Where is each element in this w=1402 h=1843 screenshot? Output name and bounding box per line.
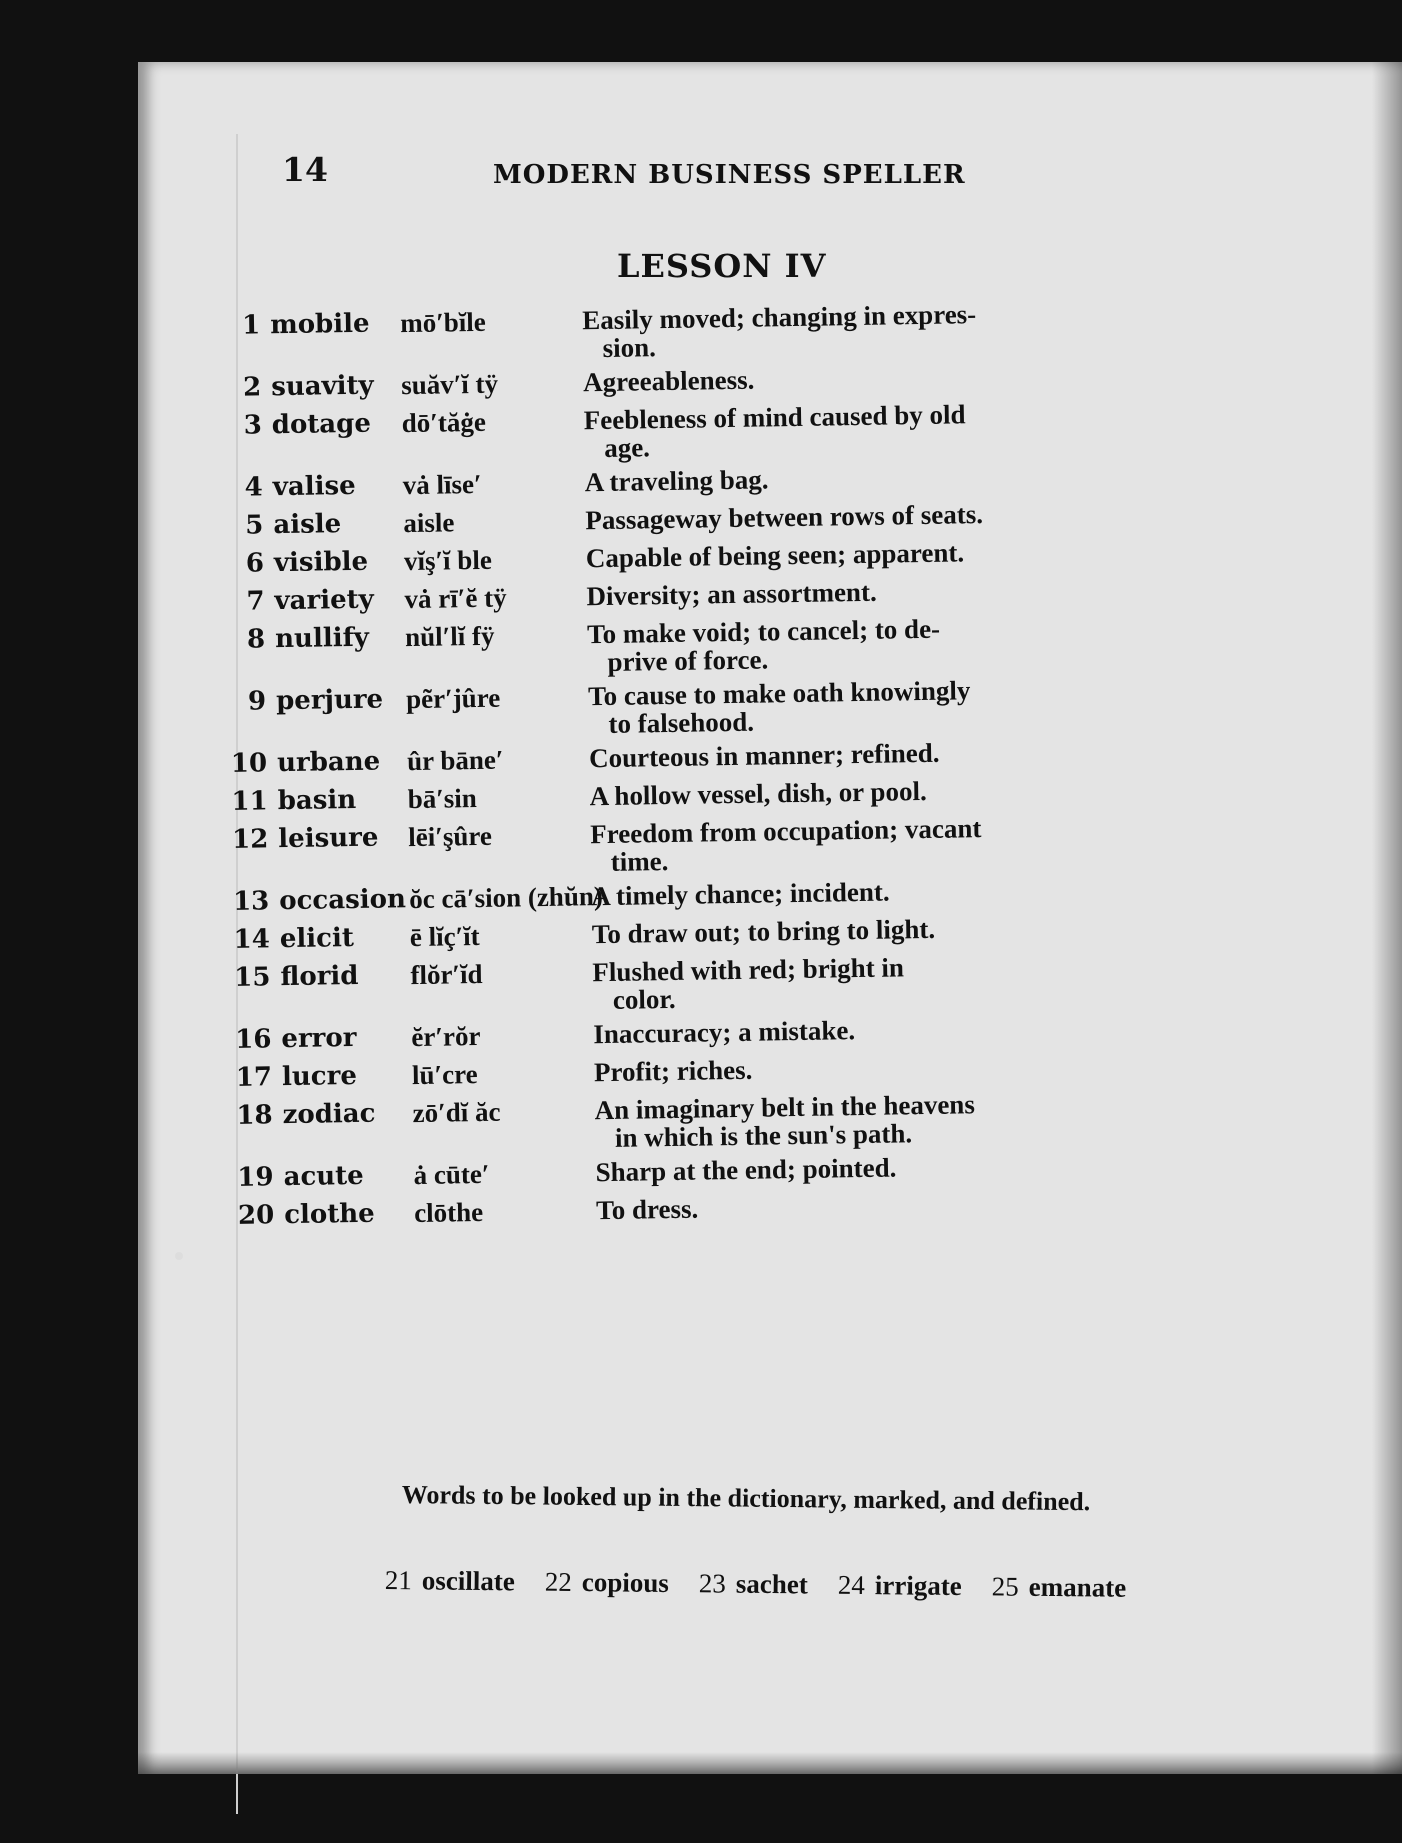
definition-continuation: in which is the sun's path. [614,1118,913,1153]
word-term: leisure [278,822,379,855]
definition-continuation: age. [603,432,651,463]
word-number: 11 [231,786,268,817]
definition-line: Easily moved; changing in expres- [581,299,977,336]
word-term: perjure [275,684,384,717]
word-pronunciation: nŭl′lĭ fÿ [404,620,495,653]
word-definition [592,952,1003,1014]
extra-word-item [545,1567,669,1599]
word-definition [588,676,999,738]
extra-word-term: irrigate [874,1570,962,1602]
word-pronunciation: suăv′ĭ tÿ [400,368,499,401]
word-pronunciation: zō′dĭ ăc [412,1096,501,1129]
definition-continuation: to falsehood. [608,706,755,739]
definition-line: An imaginary belt in the heavens [594,1089,976,1126]
word-term: urbane [276,746,381,779]
extra-word-item [992,1571,1127,1603]
word-term: occasion [279,884,407,917]
word-number: 5 [245,510,264,541]
word-number: 3 [243,410,263,441]
extra-word-term: oscillate [421,1565,515,1597]
extra-word-term: copious [581,1567,670,1598]
extra-word-number: 24 [837,1569,865,1601]
word-term: valise [272,470,356,503]
word-number: 19 [237,1162,274,1193]
word-number: 12 [231,824,269,855]
page-number: 14 [282,150,328,189]
page-bottom-shadow [138,1752,1402,1774]
definition-line: Passageway between rows of seats. [585,499,984,536]
word-pronunciation: ûr bāne′ [406,744,504,777]
extra-word-number: 21 [384,1565,412,1596]
extra-word-item [838,1570,962,1602]
word-term: aisle [273,509,342,541]
instruction-text: Words to be looked up in the dictionary, marked, and defined. [401,1480,1091,1517]
word-term: basin [277,784,357,817]
word-number: 2 [242,372,262,403]
definition-line: Freedom from occupation; vacant [590,813,982,850]
word-term: zodiac [282,1098,376,1131]
word-pronunciation: lū′cre [411,1059,478,1091]
word-number: 10 [230,748,268,779]
definition-line: Flushed with red; bright in [592,952,905,988]
definition-line: Courteous in manner; refined. [588,737,940,774]
definition-line: To make void; to cancel; to de- [586,613,941,650]
definition-line: A timely chance; incident. [590,876,890,912]
word-pronunciation: mō′bĭle [399,306,487,339]
word-number: 17 [235,1062,273,1093]
definition-line: Inaccuracy; a mistake. [593,1015,856,1050]
word-pronunciation: vȧ līse′ [402,468,482,501]
word-pronunciation: bā′sin [407,783,478,815]
definition-continuation: color. [612,983,676,1015]
word-number: 15 [234,962,271,993]
word-definition [582,300,993,362]
word-term: clothe [283,1198,375,1231]
word-definition [584,400,995,462]
lesson-title: LESSON IV [617,247,827,285]
page-edge-shadow [1372,62,1402,1774]
word-pronunciation: vĭş′ĭ ble [403,544,493,577]
word-pronunciation: aisle [403,507,455,539]
word-pronunciation: lēi′şûre [408,820,493,853]
definition-line: To draw out; to bring to light. [591,913,936,950]
word-number: 16 [235,1024,272,1055]
word-number: 1 [241,310,261,341]
word-term: visible [273,546,369,579]
word-pronunciation: dō′tăġe [401,406,487,439]
word-definition [587,614,998,676]
definition-line: Sharp at the end; pointed. [595,1152,897,1188]
definition-continuation: sion. [602,332,657,363]
word-term: dotage [271,408,372,441]
word-number: 9 [247,686,267,717]
definition-line: Agreeableness. [582,364,755,398]
word-pronunciation: pẽr′jûre [405,682,501,715]
word-number: 4 [244,472,263,503]
word-definition [585,500,995,534]
word-definition [590,814,1001,876]
definition-continuation: time. [610,846,669,877]
extra-word-number: 22 [544,1566,572,1597]
word-term: suavity [270,370,374,403]
word-pronunciation: ĕr′rŏr [411,1021,481,1053]
definition-line: Feebleness of mind caused by old [583,399,966,436]
word-number: 13 [232,886,270,917]
extra-word-number: 23 [698,1568,726,1599]
definition-line: Diversity; an assortment. [586,576,877,612]
word-term: lucre [281,1060,358,1093]
extra-word-item [699,1568,808,1600]
extra-word-term: sachet [735,1568,808,1600]
word-term: nullify [274,622,370,655]
word-definition [589,738,999,772]
word-term: elicit [279,922,355,955]
extra-word-item [385,1565,515,1597]
word-term: acute [283,1160,364,1193]
word-term: mobile [269,308,370,341]
definition-continuation: prive of force. [607,644,769,677]
definition-line: A traveling bag. [584,464,769,498]
definition-line: To dress. [595,1193,699,1226]
word-number: 18 [236,1100,273,1131]
word-pronunciation: ē lĭç′ĭt [409,921,480,953]
word-number: 7 [246,586,265,617]
running-title: MODERN BUSINESS SPELLER [493,160,966,190]
word-number: 8 [246,624,266,655]
word-term: error [281,1022,357,1055]
word-number: 14 [233,924,271,955]
word-definition [594,1090,1005,1152]
word-pronunciation: vȧ rī′ĕ tÿ [404,582,507,615]
word-term: variety [274,584,374,617]
page-header [0,150,1402,190]
definition-line: Profit; riches. [593,1054,753,1088]
definition-line: To cause to make oath knowingly [587,675,971,712]
definition-line: A hollow vessel, dish, or pool. [589,775,927,812]
definition-line: Capable of being seen; apparent. [585,537,965,574]
page-speck [175,1252,183,1260]
word-pronunciation: ŏc cā′sion (zhŭn) [409,881,604,915]
extra-word-term: emanate [1028,1571,1127,1603]
extra-word-number: 25 [991,1571,1019,1602]
word-number: 6 [245,548,265,579]
word-number: 20 [237,1200,275,1231]
word-pronunciation: ȧ cūte′ [413,1158,490,1191]
word-term: florid [280,960,359,993]
word-pronunciation: flŏr′ĭd [410,958,483,991]
word-pronunciation: clōthe [413,1196,484,1229]
word-definition [586,538,996,572]
